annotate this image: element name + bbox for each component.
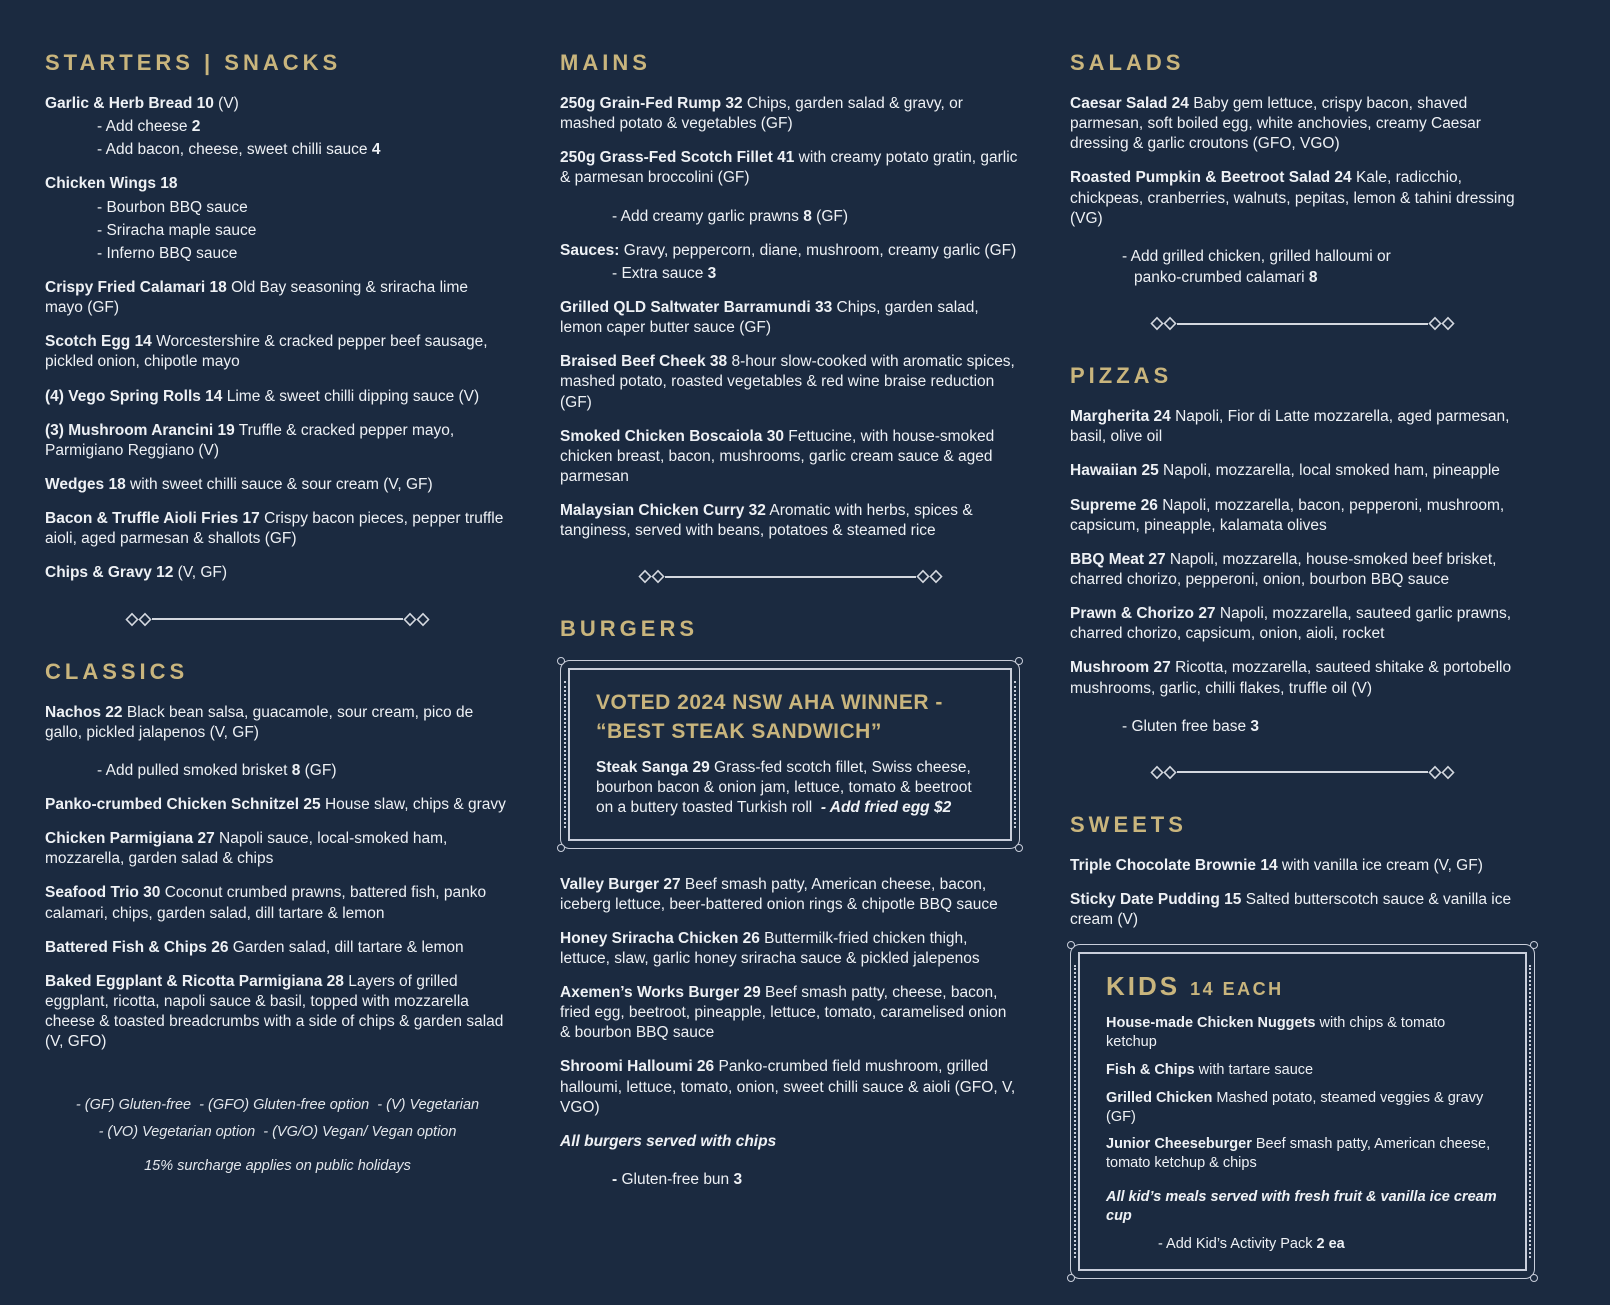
menu-item-line — [1070, 604, 1535, 644]
menu-item-line — [560, 352, 1020, 412]
double-diamond-icon — [403, 612, 430, 627]
text-run: - Sriracha maple sauce — [97, 221, 257, 239]
menu-item — [1070, 168, 1535, 228]
menu-item-line — [1070, 550, 1535, 590]
text-run: Beef smash patty, American cheese, bacon, iceberg lettuce, beer-battered onion rings & chipotle BBQ sauce — [560, 875, 998, 913]
menu-item-line — [1070, 890, 1535, 930]
text-run: - Add creamy garlic prawns — [612, 207, 804, 225]
text-run: Layers of grilled eggplant, ricotta, napoli sauce & basil, topped with mozzarella cheese & toasted breadcrumbs with a side of chips & garden salad (V, GFO) — [45, 972, 504, 1051]
text-run: 2 ea — [1316, 1235, 1345, 1252]
menu-item-addon — [97, 140, 510, 160]
text-run: with tartare sauce — [1194, 1061, 1314, 1078]
section-title: CLASSICS — [45, 658, 189, 684]
menu-item — [1106, 1061, 1499, 1080]
text-run: Crispy Fried Calamari 18 — [45, 278, 227, 296]
text-run: Garden salad, dill tartare & lemon — [228, 938, 464, 956]
menu-item-line — [1106, 1014, 1499, 1052]
text-run: panko-crumbed calamari — [1134, 268, 1309, 286]
menu-item — [1070, 496, 1535, 536]
menu-item-line — [1070, 407, 1535, 447]
text-run: Grilled QLD Saltwater Barramundi 33 — [560, 298, 833, 316]
menu-item — [45, 563, 510, 583]
text-run: Baked Eggplant & Ricotta Parmigiana 28 — [45, 972, 344, 990]
text-run: - Extra sauce — [612, 264, 708, 282]
text-run: Napoli, mozzarella, bacon, pepperoni, mushroom, capsicum, pineapple, kalamata olives — [1070, 496, 1505, 534]
menu-item — [560, 241, 1020, 284]
text-run: Worcestershire & cracked pepper beef sausage, pickled onion, chipotle mayo — [45, 333, 488, 371]
menu-item-line — [612, 207, 1020, 227]
text-run: Lime & sweet chilli dipping sauce (V) — [222, 387, 480, 405]
menu-item-line — [1070, 168, 1535, 228]
text-run: - Add bacon, cheese, sweet chilli sauce — [97, 141, 372, 159]
menu-item-addon — [97, 244, 510, 264]
ornament-divider — [125, 612, 430, 627]
menu-item — [1070, 550, 1535, 590]
menu-item — [1106, 1089, 1499, 1127]
text-run: Fettucine, with house-smoked chicken breast, bacon, mushrooms, garlic cream sauce & aged parmesan — [560, 427, 995, 485]
menu-item — [560, 148, 1020, 188]
menu-item — [1070, 890, 1535, 930]
menu-item — [45, 795, 510, 815]
text-run: Baby gem lettuce, crispy bacon, shaved parmesan, soft boiled egg, white anchovies, creamy Caesar dressing & garlic croutons (GFO, VGO) — [1070, 95, 1481, 153]
award-callout-box — [560, 660, 1020, 848]
text-run: Chips & Gravy 12 — [45, 564, 174, 582]
text-run: Napoli, mozzarella, sauteed garlic prawns, charred chorizo, capsicum, onion, aioli, rocket — [1070, 605, 1512, 643]
double-diamond-icon — [1428, 765, 1455, 780]
text-run: Black bean salsa, guacamole, sour cream, pico de gallo, pickled jalapenos (V, GF) — [45, 703, 474, 741]
menu-item-line — [560, 501, 1020, 541]
section-title: STARTERS | SNACKS — [45, 50, 342, 75]
double-diamond-icon — [1150, 765, 1177, 780]
corner-circle-icon — [557, 844, 565, 852]
text-run: Margherita 24 — [1070, 408, 1171, 426]
menu-item — [560, 352, 1020, 412]
ornament-divider — [638, 569, 943, 584]
menu-item — [1106, 1014, 1499, 1052]
menu-item — [45, 421, 510, 461]
menu-item — [1070, 461, 1535, 481]
text-run: Valley Burger 27 — [560, 875, 681, 893]
menu-item-addon — [97, 221, 510, 241]
menu-item-line — [560, 929, 1020, 969]
menu-item — [45, 332, 510, 372]
menu-item-line — [45, 563, 510, 583]
menu-item-line — [1122, 717, 1535, 737]
text-run: Aromatic with herbs, spices & tanginess, served with beans, potatoes & steamed rice — [560, 502, 973, 540]
text-run: - Add pulled smoked brisket — [97, 761, 292, 779]
menu-item-line — [1070, 496, 1535, 536]
text-run: (3) Mushroom Arancini 19 — [45, 421, 235, 439]
menu-item-addon — [1122, 247, 1535, 267]
menu-item — [1070, 407, 1535, 447]
menu-item-line — [596, 758, 984, 818]
divider-line — [1177, 771, 1428, 773]
text-run: (4) Vego Spring Rolls 14 — [45, 387, 223, 405]
menu-item-line — [1070, 94, 1535, 154]
text-run: Gravy, peppercorn, diane, mushroom, creamy garlic (GF) — [619, 241, 1017, 259]
menu-item — [1070, 604, 1535, 644]
text-run: - Add fried egg $2 — [820, 799, 952, 817]
text-run: Shroomi Halloumi 26 — [560, 1058, 715, 1076]
menu-item-line — [560, 94, 1020, 134]
menu-item-line — [1070, 658, 1535, 698]
text-run: House-made Chicken Nuggets — [1106, 1015, 1316, 1032]
menu-item-line — [45, 278, 510, 318]
menu-item — [45, 475, 510, 495]
menu-item — [45, 972, 510, 1053]
menu-item-line — [560, 148, 1020, 188]
menu-item-line — [45, 475, 510, 495]
menu-item-addon — [1106, 1235, 1499, 1254]
menu-item-line — [45, 421, 510, 461]
menu-item — [1106, 1135, 1499, 1173]
text-run: Caesar Salad 24 — [1070, 95, 1189, 112]
text-run: Scotch Egg 14 — [45, 333, 152, 351]
menu-item — [45, 174, 510, 264]
award-heading — [596, 689, 984, 746]
text-run: 4 — [371, 141, 381, 159]
text-run: Sauces: — [560, 241, 620, 259]
text-run: Smoked Chicken Boscaiola 30 — [560, 427, 784, 445]
text-run: Beef smash patty, American cheese, tomato ketchup & chips — [1106, 1136, 1491, 1172]
menu-item — [1134, 268, 1535, 288]
menu-item-addon — [97, 117, 510, 137]
text-run: 2 — [191, 118, 201, 136]
text-run: Panko-crumbed field mushroom, grilled halloumi, lettuce, tomato, onion, sweet chilli sauce & aioli (GFO, V, VGO) — [560, 1058, 1016, 1116]
section-title: SWEETS — [1070, 811, 1187, 837]
award-heading-line: “BEST STEAK SANDWICH” — [596, 719, 882, 743]
menu-item-line — [560, 1132, 1020, 1152]
text-run: Fish & Chips — [1106, 1061, 1195, 1078]
text-run: Panko-crumbed Chicken Schnitzel 25 — [45, 795, 321, 813]
section-title: SALADS — [1070, 50, 1185, 75]
text-run: Roasted Pumpkin & Beetroot Salad 24 — [1070, 169, 1352, 187]
text-run: Kale, radicchio, chickpeas, cranberries, walnuts, pepitas, lemon & tahini dressing (VG) — [1070, 169, 1515, 227]
text-run: Battered Fish & Chips 26 — [45, 938, 229, 956]
text-run: Supreme 26 — [1070, 496, 1158, 514]
menu-item — [596, 758, 984, 818]
menu-item — [45, 938, 510, 958]
text-run: - Inferno BBQ sauce — [97, 244, 238, 262]
text-run: Napoli sauce, local-smoked ham, mozzarella, garden salad & chips — [45, 830, 448, 868]
menu-item-line — [45, 972, 510, 1053]
double-diamond-icon — [638, 569, 665, 584]
menu-item — [560, 1132, 1020, 1152]
text-run: Axemen’s Works Burger 29 — [560, 984, 761, 1002]
text-run: Honey Sriracha Chicken 26 — [560, 929, 760, 947]
text-run: - Add grilled chicken, grilled halloumi or — [1122, 247, 1391, 265]
menu-item-line — [1070, 856, 1535, 876]
text-run: Garlic & Herb Bread 10 — [45, 95, 214, 112]
text-run: Coconut crumbed prawns, battered fish, panko calamari, chips, garden salad, dill tartare & lemon — [45, 884, 487, 922]
column-starters-classics — [45, 50, 510, 1305]
menu-item — [560, 298, 1020, 338]
menu-item — [560, 94, 1020, 134]
divider-line — [1177, 323, 1428, 325]
text-run: (GF) — [300, 761, 337, 779]
double-diamond-icon — [1150, 316, 1177, 331]
menu-item-line — [45, 829, 510, 869]
section-salads — [1070, 50, 1535, 288]
text-run: Chips, garden salad & gravy, or mashed potato & vegetables (GF) — [560, 95, 963, 133]
menu-item — [45, 703, 510, 743]
dietary-legend — [45, 1096, 510, 1174]
kids-menu-box — [1070, 944, 1535, 1278]
menu-item-line — [45, 332, 510, 372]
text-run: (V, GF) — [173, 564, 228, 582]
menu-item — [45, 387, 510, 407]
menu-item-line — [560, 983, 1020, 1043]
menu-item-addon — [612, 1170, 1020, 1190]
text-run: 250g Grain-Fed Rump 32 — [560, 95, 743, 112]
legend-line: - (VO) Vegetarian option - (VG/O) Vegan/ Vegan option — [98, 1123, 457, 1140]
menu-item — [1070, 94, 1535, 154]
menu-item-line — [1122, 247, 1535, 267]
menu-item-line — [45, 509, 510, 549]
text-run: Chips, garden salad, lemon caper butter sauce (GF) — [560, 298, 979, 337]
menu-item-line — [612, 1170, 1020, 1190]
menu-item — [45, 883, 510, 923]
corner-circle-icon — [1067, 1274, 1075, 1282]
menu-item-line — [1106, 1061, 1499, 1080]
menu-item — [1070, 658, 1535, 698]
text-run: Steak Sanga 29 — [596, 759, 710, 777]
menu-item-line — [45, 174, 510, 194]
corner-circle-icon — [1015, 657, 1023, 665]
text-run: Crispy bacon pieces, pepper truffle aioli, aged parmesan & shallots (GF) — [45, 510, 504, 548]
text-run: Mushroom 27 — [1070, 659, 1171, 677]
text-run: with vanilla ice cream (V, GF) — [1277, 856, 1483, 874]
text-run: (V) — [213, 95, 239, 112]
menu-item-line — [1070, 461, 1535, 481]
text-run: BBQ Meat 27 — [1070, 550, 1166, 568]
text-run: 3 — [707, 264, 717, 282]
section-mains — [560, 50, 1020, 541]
text-run: - Bourbon BBQ sauce — [97, 198, 248, 216]
corner-circle-icon — [1067, 941, 1075, 949]
text-run: with creamy potato gratin, garlic & parmesan broccolini (GF) — [560, 149, 1018, 187]
menu-item-addon — [1122, 717, 1535, 737]
section-classics — [45, 659, 510, 1053]
ornament-divider — [1150, 316, 1455, 331]
kids-price-text: 14 EACH — [1190, 979, 1284, 1000]
text-run: 3 — [733, 1171, 743, 1189]
text-run: Chicken Parmigiana 27 — [45, 830, 215, 848]
text-run: Salted butterscotch sauce & vanilla ice cream (V) — [1070, 890, 1512, 929]
surcharge-note: 15% surcharge applies on public holidays — [144, 1158, 411, 1175]
menu-item — [560, 875, 1020, 915]
corner-circle-icon — [1530, 1274, 1538, 1282]
text-run: Napoli, Fior di Latte mozzarella, aged parmesan, basil, olive oil — [1070, 408, 1510, 446]
menu-item-line — [45, 938, 510, 958]
menu-item — [560, 1057, 1020, 1117]
menu-item-line — [45, 883, 510, 923]
menu-item-line — [560, 241, 1020, 261]
menu-item — [560, 929, 1020, 969]
text-run: 8 — [803, 207, 812, 225]
column-mains-burgers — [560, 50, 1020, 1305]
text-run: Wedges 18 — [45, 475, 126, 493]
text-run: Bacon & Truffle Aioli Fries 17 — [45, 510, 260, 528]
text-run: All burgers served with chips — [560, 1132, 777, 1150]
text-run: Grass-fed scotch fillet, Swiss cheese, bourbon bacon & onion jam, lettuce, tomato & beetroot on a buttery toasted Turkish roll — [596, 759, 972, 817]
menu-item-line — [560, 1057, 1020, 1117]
section-pizzas — [1070, 363, 1535, 737]
menu-item — [560, 501, 1020, 541]
section-burgers — [560, 616, 1020, 642]
menu-item-line — [1106, 1135, 1499, 1173]
kids-title — [1106, 971, 1499, 1002]
section-title: BURGERS — [560, 616, 699, 642]
text-run: - Add Kid’s Activity Pack — [1158, 1235, 1317, 1252]
kids-title-text: KIDS — [1106, 971, 1181, 1002]
section-title: PIZZAS — [1070, 363, 1173, 389]
menu-item-line — [560, 875, 1020, 915]
corner-circle-icon — [1530, 941, 1538, 949]
menu-item-line — [45, 94, 510, 114]
section-starters-snacks — [45, 50, 510, 584]
text-run: Truffle & cracked pepper mayo, Parmigiano Reggiano (V) — [45, 421, 455, 459]
menu-item-addon — [612, 207, 1020, 227]
menu-item-addon — [612, 264, 1020, 284]
text-run: Mashed potato, steamed veggies & gravy (GF) — [1106, 1089, 1484, 1125]
text-run: - — [612, 1171, 622, 1189]
text-run: Ricotta, mozzarella, sauteed shitake & portobello mushrooms, garlic, chilli flakes, truffle oil (V) — [1070, 659, 1512, 697]
text-run: Seafood Trio 30 — [45, 884, 161, 902]
text-run: Chicken Wings 18 — [45, 175, 178, 193]
text-run: with chips & tomato ketchup — [1106, 1015, 1446, 1051]
box-inner — [1078, 952, 1527, 1270]
text-run: 250g Grass-Fed Scotch Fillet 41 — [560, 149, 795, 167]
award-heading-line: VOTED 2024 NSW AHA WINNER - — [596, 691, 943, 715]
text-run: Braised Beef Cheek 38 — [560, 353, 728, 371]
menu-item — [45, 94, 510, 160]
ornament-divider — [1150, 765, 1455, 780]
menu-item-line — [560, 298, 1020, 338]
section-sweets — [1070, 812, 1535, 930]
text-run: Nachos 22 — [45, 703, 123, 721]
menu-item-line — [1106, 1089, 1499, 1127]
text-run: Sticky Date Pudding 15 — [1070, 890, 1242, 908]
divider-line — [152, 618, 403, 620]
text-run: Beef smash patty, cheese, bacon, fried egg, beetroot, pineapple, lettuce, tomato, caramelised onion & bourbon BBQ sauce — [560, 984, 1007, 1042]
text-run: Malaysian Chicken Curry 32 — [560, 502, 766, 520]
text-run: Prawn & Chorizo 27 — [1070, 605, 1216, 623]
section-title: MAINS — [560, 50, 651, 75]
menu-item — [1070, 856, 1535, 876]
divider-line — [665, 576, 916, 578]
text-run: - Add cheese — [97, 118, 192, 136]
text-run: with sweet chilli sauce & sour cream (V, GF) — [125, 475, 433, 493]
menu-item-line — [97, 761, 510, 781]
text-run: Triple Chocolate Brownie 14 — [1070, 856, 1278, 874]
menu-item-line — [1106, 1188, 1499, 1226]
item-group — [560, 875, 1020, 1191]
text-run: All kid’s meals served with fresh fruit & vanilla ice cream cup — [1106, 1189, 1497, 1224]
text-run: 3 — [1250, 717, 1259, 735]
corner-circle-icon — [557, 657, 565, 665]
text-run: 8 — [1308, 268, 1318, 286]
text-run: Gluten-free bun — [621, 1171, 734, 1189]
menu-item-line — [45, 387, 510, 407]
text-run: Napoli, mozzarella, local smoked ham, pineapple — [1158, 462, 1500, 480]
text-run: Hawaiian 25 — [1070, 462, 1159, 480]
column-salads-pizzas-sweets — [1070, 50, 1535, 1305]
menu-item-line — [1134, 268, 1535, 288]
menu-item — [560, 983, 1020, 1043]
menu-item-line — [45, 795, 510, 815]
box-inner — [568, 668, 1012, 840]
text-run: Junior Cheeseburger — [1106, 1136, 1252, 1153]
corner-circle-icon — [1015, 844, 1023, 852]
text-run: Buttermilk-fried chicken thigh, lettuce, slaw, garlic honey sriracha sauce & pickled jalepenos — [560, 929, 980, 967]
text-run: Old Bay seasoning & sriracha lime mayo (GF) — [45, 278, 468, 317]
menu-item — [560, 427, 1020, 487]
menu-item — [45, 278, 510, 318]
text-run: Napoli, mozzarella, house-smoked beef brisket, charred chorizo, pepperoni, onion, bourbon BBQ sauce — [1070, 550, 1497, 588]
menu-item — [45, 509, 510, 549]
menu-item-line — [45, 703, 510, 743]
text-run: Grilled Chicken — [1106, 1089, 1213, 1106]
text-run: House slaw, chips & gravy — [320, 795, 506, 813]
menu-item-line — [560, 427, 1020, 487]
menu-item-addon — [97, 198, 510, 218]
text-run: 8-hour slow-cooked with aromatic spices, mashed potato, roasted vegetables & red wine braise reduction (GF) — [560, 353, 1015, 411]
menu-item-addon — [97, 761, 510, 781]
menu-item-line — [1158, 1235, 1499, 1254]
text-run: - Gluten free base — [1122, 717, 1251, 735]
legend-line: - (GF) Gluten-free - (GFO) Gluten-free option - (V) Vegetarian — [75, 1097, 480, 1114]
double-diamond-icon — [916, 569, 943, 584]
menu-item — [1106, 1188, 1499, 1226]
text-run: (GF) — [811, 207, 849, 225]
menu-item — [45, 829, 510, 869]
double-diamond-icon — [125, 612, 152, 627]
text-run: 8 — [291, 761, 301, 779]
double-diamond-icon — [1428, 316, 1455, 331]
